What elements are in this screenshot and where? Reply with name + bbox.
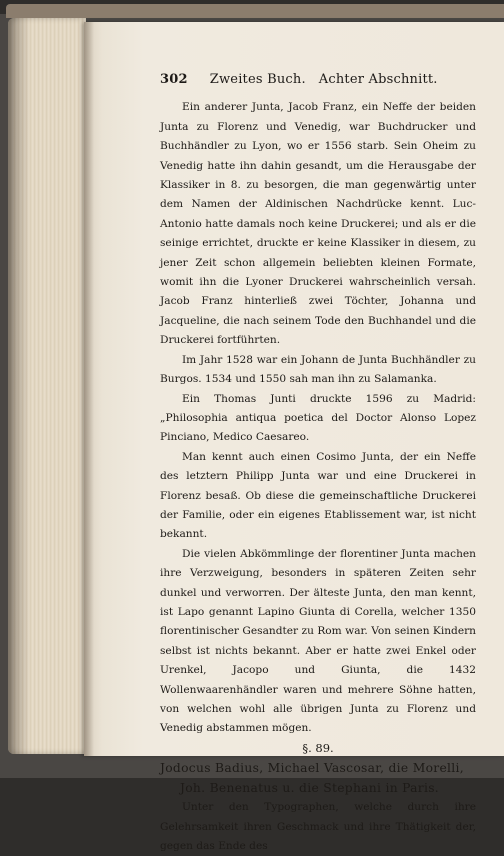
section-heading-line-1: Jodocus Badius, Michael Vascosar, die Morelli, xyxy=(160,761,464,776)
book-cover-top-edge xyxy=(6,4,504,18)
section-number: §. 89. xyxy=(302,740,334,755)
body-text xyxy=(160,98,476,738)
paragraph: Die vielen Abkömmlinge der florentiner Junta machen ihre Verzweigung, besonders in späteren Zeiten sehr dunkel und verworren. Der älteste Junta, den man kennt, ist Lapo genannt Lapino Giunta di Corella, welcher 1350 florentinischer Gesandter zu Rom war. Von seinen Kindern selbst ist nichts bekannt. Aber er hatte zwei Enkel oder Urenkel, Jacopo und Giunta, die 1432 Wollenwaarenhändler waren und mehrere Söhne hatten, von welchen wohl alle übrigen Junta zu Florenz und Venedig abstammen mögen. xyxy=(160,547,476,735)
body-text-continued xyxy=(160,798,476,856)
paragraph: Man kennt auch einen Cosimo Junta, der ein Neffe des letztern Philipp Junta war und eine Druckerei in Florenz besaß. Ob diese die gemeinschaftliche Druckerei der Familie, oder ein eigenes Etablissement war, ist nicht bekannt. xyxy=(160,450,476,541)
section-heading-line-2: Joh. Benenatus u. die Stephani in Paris. xyxy=(180,781,440,796)
paragraph: Unter den Typographen, welche durch ihre Gelehrsamkeit ihren Geschmack und ihre Thätigkeit der, gegen das Ende des xyxy=(160,801,476,853)
running-header xyxy=(160,70,476,89)
paragraph: Im Jahr 1528 war ein Johann de Junta Buchhändler zu Burgos. 1534 und 1550 sah man ihn zu Salamanka. xyxy=(160,353,476,386)
page-number: 302 xyxy=(160,72,188,87)
running-title: Zweites Buch. Achter Abschnitt. xyxy=(209,72,438,87)
paragraph: Ein Thomas Junti druckte 1596 zu Madrid: „Philosophia antiqua poetica del Doctor Alonso Lopez Pinciano, Medico Caesareo. xyxy=(160,392,476,444)
page-edges-shadow xyxy=(8,18,30,754)
page-text-block xyxy=(160,70,476,856)
page-gutter-shadow xyxy=(84,22,94,756)
paragraph: Ein anderer Junta, Jacob Franz, ein Neffe der beiden Junta zu Florenz und Venedig, war Buchdrucker und Buchhändler zu Lyon, wo er 1556 starb. Sein Oheim zu Venedig hatte ihn dahin gesandt, um die Herausgabe der Klassiker in 8. zu besorgen, die man gegenwärtig unter dem Namen der Aldinischen Nachdrücke kennt. Luc-Antonio hatte damals noch keine Druckerei; und als er die seinige errichtet, druckte er keine Klassiker in diesem, zu jener Zeit schon allgemein beliebten kleinen Formate, womit ihn die Lyoner Druckerei wahrscheinlich versah. Jacob Franz hinterließ zwei Töchter, Johanna und Jacqueline, die nach seinem Tode den Buchhandel und die Druckerei fortführten. xyxy=(160,101,476,347)
